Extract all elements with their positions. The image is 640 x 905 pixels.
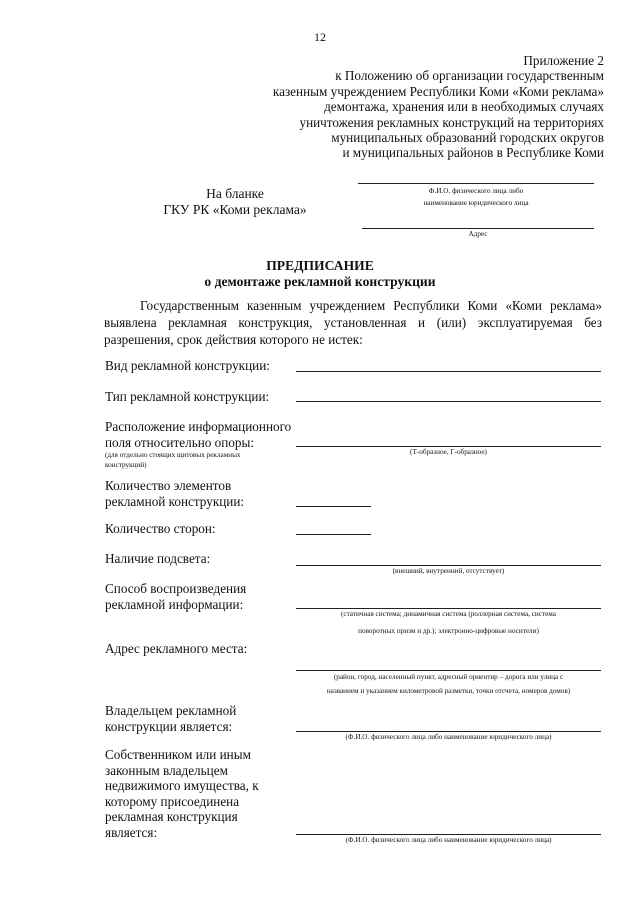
field-caption-owner: (Ф.И.О. физического лица либо наименование юридического лица) (345, 733, 552, 741)
intro-paragraph (104, 297, 602, 349)
title-sub: о демонтаже рекламной конструкции (204, 274, 436, 289)
field-label-line: рекламной информации: (105, 596, 244, 612)
field-label-line: Расположение информационного (105, 419, 292, 434)
appendix-line: к Положению об организации государственным (335, 68, 604, 84)
field-label-line: конструкции является: (105, 718, 233, 734)
field-note: конструкций) (105, 461, 147, 470)
field-caption-proprietor: (Ф.И.О. физического лица либо наименование юридического лица) (345, 836, 552, 844)
appendix-line: муниципальных образований городских округов (331, 130, 604, 146)
title-main: ПРЕДПИСАНИЕ (266, 258, 374, 273)
field-label-proprietor (105, 747, 295, 841)
field-label-line: Количество элементов (105, 478, 232, 493)
field-label-lighting: Наличие подсвета: (105, 551, 211, 566)
field-label-method (105, 581, 295, 612)
field-line-proprietor (296, 834, 601, 835)
field-note: (для отдельно стоящих щитовых рекламных (105, 451, 241, 460)
field-line-type-class (296, 401, 601, 402)
field-label-line: Владельцем рекламной (105, 703, 237, 718)
field-label-line: рекламной конструкции: (105, 493, 245, 509)
field-label-type-kind: Вид рекламной конструкции: (105, 358, 270, 373)
field-label-sides: Количество сторон: (105, 521, 216, 536)
field-caption-method: поворотных призм и др.); электронно-цифровые носители) (358, 627, 539, 635)
field-label-line: которому присоединена (105, 793, 240, 809)
field-line-address (296, 670, 601, 671)
field-line-sides (296, 534, 371, 535)
field-line-method (296, 608, 601, 609)
recipient-address-caption: Адрес (468, 230, 488, 238)
appendix-header (264, 53, 604, 161)
letterhead-note-line: На бланке (206, 186, 264, 201)
field-label-line: Способ воспроизведения (105, 581, 247, 596)
field-caption-address: названием и указанием километровой разметки, точки отсчета, номеров домов) (326, 687, 571, 695)
field-label-owner (105, 703, 295, 734)
field-caption-position: (Т-образное, Г-образное) (410, 448, 487, 456)
field-label-elements (105, 478, 295, 509)
field-label-address: Адрес рекламного места: (105, 641, 248, 656)
field-caption-lighting: (внешний, внутренний, отсутствует) (392, 567, 505, 575)
field-label-position (105, 419, 295, 470)
field-line-owner (296, 731, 601, 732)
recipient-name-line (358, 183, 594, 184)
appendix-line: демонтажа, хранения или в необходимых случаях (324, 99, 604, 115)
field-caption-address: (район, город, населенный пункт, адресный ориентир – дорога или улица с (333, 673, 564, 681)
recipient-name-caption: наименование юридического лица (423, 199, 529, 207)
field-label-line: рекламная конструкция (105, 809, 238, 825)
field-label-line: недвижимого имущества, к (105, 778, 259, 794)
page-number: 12 (314, 30, 326, 44)
intro-text: Государственным казенным учреждением Республики Коми «Коми реклама» (140, 298, 602, 313)
recipient-address-line (362, 228, 594, 229)
field-line-type-kind (296, 371, 601, 372)
appendix-line: Приложение 2 (523, 53, 604, 68)
field-label-line: Собственником или иным (105, 747, 251, 762)
field-line-lighting (296, 565, 601, 566)
document-title (0, 258, 640, 290)
field-line-position (296, 446, 601, 447)
recipient-name-caption: Ф.И.О. физического лица либо (428, 187, 524, 195)
letterhead-note (150, 186, 320, 217)
field-caption-method: (статичная система; динамичная система (роллерная система, система (340, 610, 556, 618)
field-label-line: поля относительно опоры: (105, 434, 255, 450)
field-label-line: является: (105, 824, 158, 840)
field-label-type-class: Тип рекламной конструкции: (105, 389, 270, 404)
field-label-line: законным владельцем (105, 762, 228, 778)
appendix-line: казенным учреждением Республики Коми «Коми реклама» (272, 83, 604, 99)
letterhead-note-line: ГКУ РК «Коми реклама» (163, 201, 307, 217)
appendix-line: уничтожения рекламных конструкций на территориях (299, 114, 604, 130)
field-line-elements (296, 506, 371, 507)
appendix-line: и муниципальных районов в Республике Коми (342, 145, 604, 161)
intro-text: выявлена рекламная конструкция, установленная и (или) эксплуатируемая без разрешения, срок действия которого не истек: (104, 315, 602, 348)
